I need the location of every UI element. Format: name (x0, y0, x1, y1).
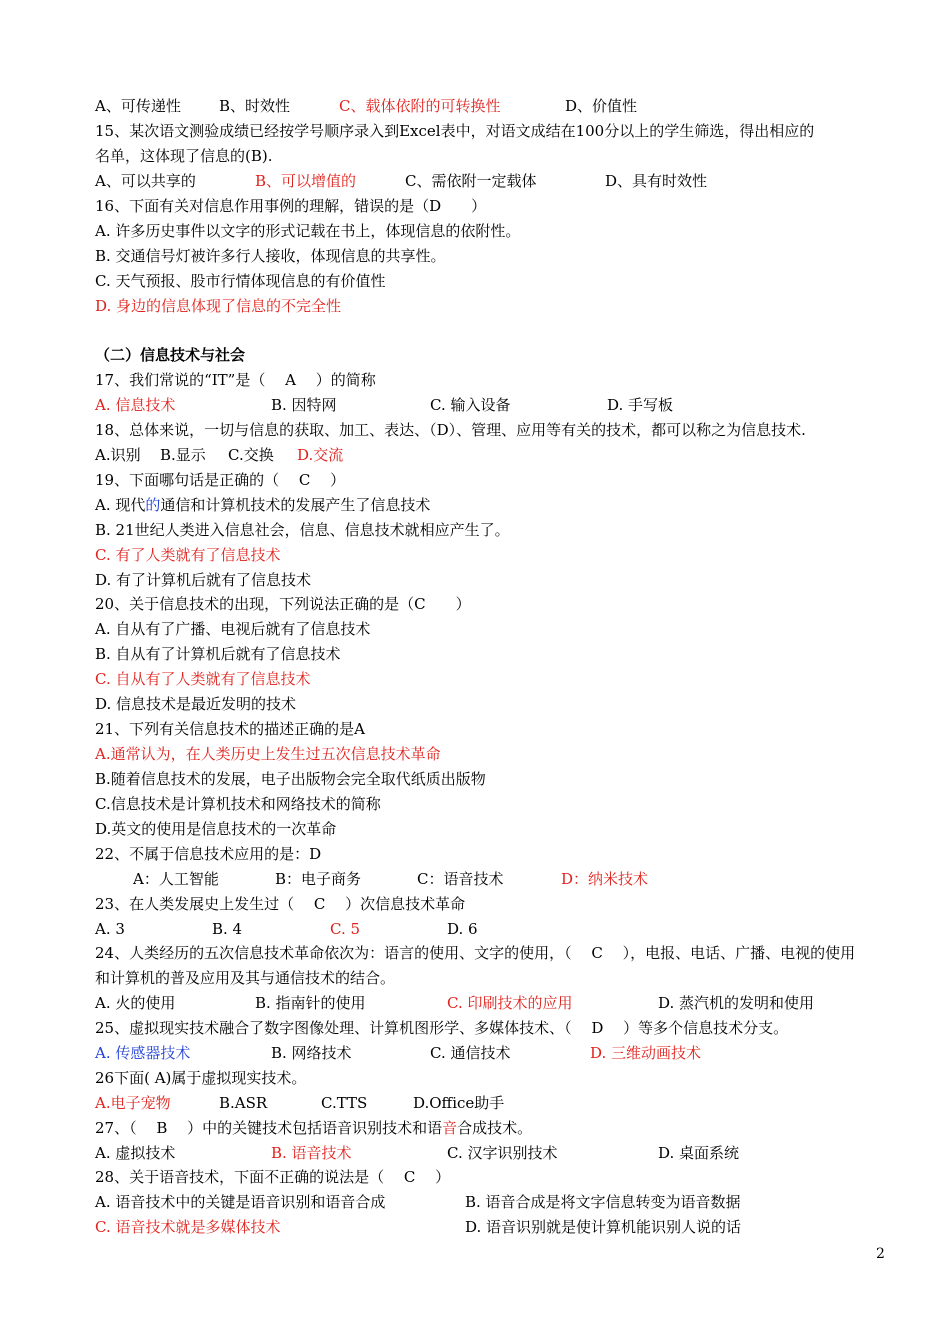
option-c: C. 通信技术 (430, 1044, 511, 1062)
q24-options (95, 993, 815, 1013)
q15-options (95, 171, 708, 191)
option-c: C. 汉字识别技术 (447, 1144, 558, 1162)
option-a-answer: A. 信息技术 (95, 396, 176, 414)
option-c-answer: C. 印刷技术的应用 (447, 994, 573, 1012)
q26-stem: 26下面( A)属于虚拟现实技术。 (95, 1069, 307, 1087)
option-d-answer: D.交流 (297, 446, 344, 464)
option-b: B. 网络技术 (271, 1044, 352, 1062)
option-d: D. 手写板 (607, 396, 674, 414)
q20-option-a: A. 自从有了广播、电视后就有了信息技术 (95, 620, 371, 638)
q19-stem: 19、下面哪句话是正确的（ C ） (95, 471, 346, 489)
q16-option-b: B. 交通信号灯被许多行人接收，体现信息的共享性。 (95, 247, 446, 265)
q18-stem: 18、总体来说，一切与信息的获取、加工、表达、（D）、管理、应用等有关的技术，都可以称之为信息技术. (95, 421, 806, 439)
q21-stem: 21、下列有关信息技术的描述正确的是A (95, 720, 365, 738)
q28-options-row2 (95, 1217, 742, 1237)
q27-stem (95, 1118, 532, 1138)
q26-options (95, 1093, 505, 1113)
q21-option-b: B.随着信息技术的发展，电子出版物会完全取代纸质出版物 (95, 770, 486, 788)
option-d: D. 6 (447, 920, 478, 938)
q20-stem: 20、关于信息技术的出现，下列说法正确的是（C ） (95, 595, 471, 613)
option-a: A. 传感器技术 (95, 1044, 191, 1062)
q21-option-d: D.英文的使用是信息技术的一次革命 (95, 820, 337, 838)
option-a: A：人工智能 (133, 870, 219, 888)
q24-stem-cont: 和计算机的普及应用及其与通信技术的结合。 (95, 969, 396, 987)
q16-stem: 16、下面有关对信息作用事例的理解，错误的是（D ） (95, 197, 487, 215)
q21-option-a-answer: A.通常认为，在人类历史上发生过五次信息技术革命 (95, 745, 441, 763)
q20-option-c-answer: C. 自从有了人类就有了信息技术 (95, 670, 311, 688)
q23-options (95, 919, 478, 939)
option-d-answer: D：纳米技术 (561, 870, 649, 888)
option-b: B：电子商务 (275, 870, 362, 888)
option-b: B、时效性 (219, 97, 291, 115)
q17-options (95, 395, 674, 415)
option-a: A. 火的使用 (95, 994, 176, 1012)
q15-stem: 15、某次语文测验成绩已经按学号顺序录入到Excel表中，对语文成结在100分以上的学生筛选，得出相应的 (95, 122, 815, 140)
q19-option-c-answer: C. 有了人类就有了信息技术 (95, 546, 281, 564)
option-c: C.TTS (321, 1094, 368, 1112)
page-number: 2 (876, 1246, 885, 1262)
q25-options (95, 1043, 702, 1063)
option-c-answer: C、载体依附的可转换性 (339, 97, 501, 115)
q28-options-row1 (95, 1192, 741, 1212)
option-b: B. 因特网 (271, 396, 337, 414)
option-a-text-rest: 通信和计算机技术的发展产生了信息技术 (160, 496, 431, 514)
option-b: B. 语音合成是将文字信息转变为语音数据 (465, 1193, 741, 1211)
q25-stem: 25、虚拟现实技术融合了数字图像处理、计算机图形学、多媒体技术、（ D ）等多个信息技术分支。 (95, 1019, 789, 1037)
q19-option-d: D. 有了计算机后就有了信息技术 (95, 571, 312, 589)
option-d: D. 蒸汽机的发明和使用 (658, 994, 815, 1012)
option-a: A. 语音技术中的关键是语音识别和语音合成 (95, 1193, 386, 1211)
q27-options (95, 1143, 740, 1163)
stem-highlight: 音 (442, 1119, 458, 1137)
q20-option-b: B. 自从有了计算机后就有了信息技术 (95, 645, 341, 663)
option-b: B. 指南针的使用 (255, 994, 366, 1012)
option-c: C.交换 (228, 446, 274, 464)
option-a: A、可以共享的 (95, 172, 196, 190)
q15-stem-cont: 名单，这体现了信息的(B). (95, 147, 273, 165)
option-c-answer: C. 5 (330, 920, 361, 938)
option-b: B.ASR (219, 1094, 268, 1112)
q16-option-a: A. 许多历史事件以文字的形式记载在书上，体现信息的依附性。 (95, 222, 521, 240)
option-a-text: A. 现代 (95, 496, 146, 514)
stem-text-rest: 合成技术。 (457, 1119, 533, 1137)
q22-stem: 22、不属于信息技术应用的是：D (95, 845, 322, 863)
option-b: B.显示 (160, 446, 206, 464)
q17-stem: 17、我们常说的“IT”是（ A ）的简称 (95, 371, 376, 389)
q21-option-c: C.信息技术是计算机技术和网络技术的简称 (95, 795, 381, 813)
stem-text: 27、（ B ）中的关键技术包括语音识别技术和语 (95, 1119, 443, 1137)
option-a-highlight: 的 (145, 496, 161, 514)
option-a: A. 虚拟技术 (95, 1144, 176, 1162)
option-c-answer: C. 语音技术就是多媒体技术 (95, 1218, 281, 1236)
option-d: D. 桌面系统 (658, 1144, 740, 1162)
q19-option-a (95, 495, 430, 515)
q19-option-b: B. 21世纪人类进入信息社会，信息、信息技术就相应产生了。 (95, 521, 510, 539)
option-d: D、具有时效性 (605, 172, 708, 190)
q23-stem: 23、在人类发展史上发生过（ C ）次信息技术革命 (95, 895, 466, 913)
option-d-answer: D. 三维动画技术 (590, 1044, 702, 1062)
option-d: D. 语音识别就是使计算机能识别人说的话 (465, 1218, 742, 1236)
q28-stem: 28、关于语音技术，下面不正确的说法是（ C ） (95, 1168, 451, 1186)
option-a: A、可传递性 (95, 97, 181, 115)
option-a: A. 3 (95, 920, 125, 938)
option-d: D.Office助手 (413, 1094, 505, 1112)
section-title: （二）信息技术与社会 (95, 346, 246, 364)
q18-options (95, 445, 344, 465)
q14-options (95, 96, 638, 116)
q24-stem: 24、人类经历的五次信息技术革命依次为：语言的使用、文字的使用，（ C ），电报、电话、广播、电视的使用 (95, 944, 856, 962)
option-b-answer: B、可以增值的 (255, 172, 357, 190)
q16-option-c: C. 天气预报、股市行情体现信息的有价值性 (95, 272, 386, 290)
option-d: D、价值性 (565, 97, 638, 115)
option-c: C. 输入设备 (430, 396, 511, 414)
option-c: C、需依附一定载体 (405, 172, 537, 190)
option-b-answer: B. 语音技术 (271, 1144, 352, 1162)
option-a-answer: A.电子宠物 (95, 1094, 171, 1112)
option-b: B. 4 (212, 920, 243, 938)
option-c: C：语音技术 (417, 870, 504, 888)
q20-option-d: D. 信息技术是最近发明的技术 (95, 695, 297, 713)
option-a: A.识别 (95, 446, 141, 464)
q16-option-d-answer: D. 身边的信息体现了信息的不完全性 (95, 297, 342, 315)
